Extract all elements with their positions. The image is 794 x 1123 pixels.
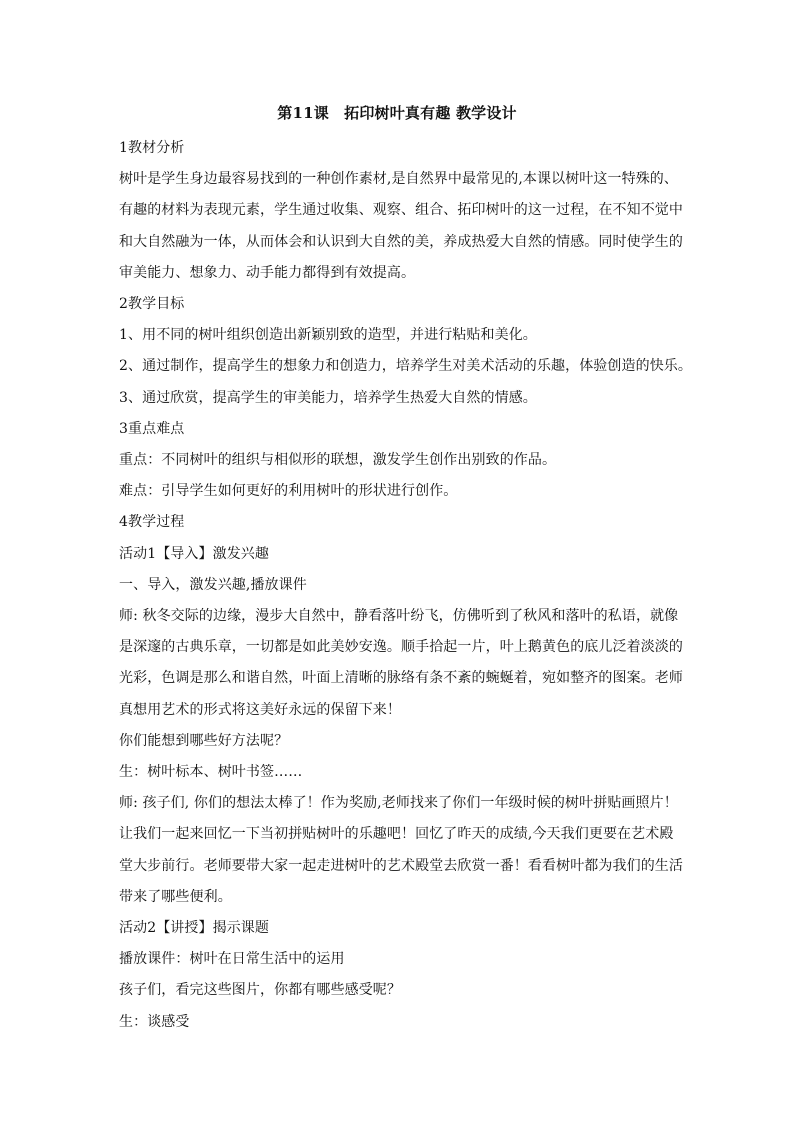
- paragraph-line: 是深邃的古典乐章，一切都是如此美妙安逸。顺手拾起一片，叶上鹅黄色的底儿泛着淡淡的: [119, 639, 683, 656]
- difficulty-line: 难点：引导学生如何更好的利用树叶的形状进行创作。: [119, 483, 458, 500]
- paragraph-line: 有趣的材料为表现元素，学生通过收集、观察、组合、拓印树叶的这一过程，在不知不觉中: [119, 202, 683, 219]
- key-point-line: 重点：不同树叶的组织与相似形的联想，激发学生创作出别致的作品。: [119, 452, 557, 469]
- paragraph-line: 带来了哪些便利。: [119, 888, 232, 905]
- paragraph-line: 师: 孩子们, 你们的想法太棒了！作为奖励,老师找来了你们一年级时候的树叶拼贴画照片！: [119, 795, 678, 812]
- paragraph-line: 真想用艺术的形式将这美好永远的保留下来！: [119, 701, 401, 718]
- paragraph-line: 光彩，色调是那么和谐自然，叶面上清晰的脉络有条不紊的蜿蜒着，宛如整齐的图案。老师: [119, 670, 683, 687]
- document-title: 第11课 拓印树叶真有趣 教学设计: [277, 104, 517, 122]
- paragraph-line: 审美能力、想象力、动手能力都得到有效提高。: [119, 264, 416, 281]
- section-heading-analysis: 1教材分析: [119, 140, 185, 156]
- document-body: [119, 133, 693, 1038]
- section-heading-key-points: 3重点难点: [119, 420, 185, 437]
- paragraph-line: 和大自然融为一体，从而体会和认识到大自然的美，养成热爱大自然的情感。同时使学生的: [119, 233, 683, 250]
- paragraph-line: 播放课件：树叶在日常生活中的运用: [119, 951, 345, 968]
- paragraph-line: 堂大步前行。老师要带大家一起走进树叶的艺术殿堂去欣赏一番！看看树叶都为我们的生活: [119, 857, 683, 874]
- paragraph-line: 树叶是学生身边最容易找到的一种创作素材,是自然界中最常见的,本课以树叶这一特殊的、: [119, 171, 678, 188]
- paragraph-line: 生：谈感受: [119, 1013, 190, 1030]
- section-heading-process: 4教学过程: [119, 514, 185, 531]
- paragraph-line: 让我们一起来回忆一下当初拼贴树叶的乐趣吧！回忆了昨天的成绩,今天我们更要在艺术殿: [119, 826, 674, 843]
- goal-item: 2、通过制作，提高学生的想象力和创造力，培养学生对美术活动的乐趣，体验创造的快乐。: [119, 358, 693, 375]
- activity-heading: 活动2【讲授】揭示课题: [119, 920, 270, 937]
- paragraph-line: 一、导入，激发兴趣,播放课件: [119, 576, 307, 593]
- paragraph-line: 你们能想到哪些好方法呢？: [119, 732, 289, 749]
- paragraph-line: 孩子们，看完这些图片，你都有哪些感受呢？: [119, 982, 401, 999]
- paragraph-line: 师: 秋冬交际的边缘，漫步大自然中，静看落叶纷飞，仿佛听到了秋风和落叶的私语，就像: [119, 608, 679, 625]
- activity-heading: 活动1【导入】激发兴趣: [119, 545, 270, 562]
- paragraph-line: 生：树叶标本、树叶书签……: [119, 764, 303, 781]
- section-heading-goals: 2教学目标: [119, 296, 185, 313]
- goal-item: 3、通过欣赏，提高学生的审美能力，培养学生热爱大自然的情感。: [119, 389, 537, 406]
- goal-item: 1、用不同的树叶组织创造出新颖别致的造型，并进行粘贴和美化。: [119, 327, 537, 344]
